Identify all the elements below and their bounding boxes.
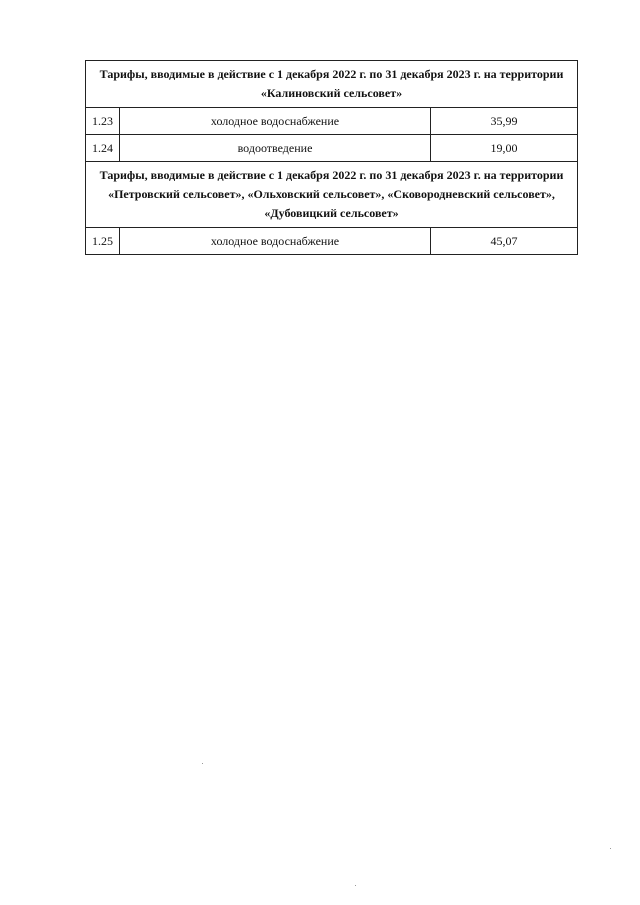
table-row — [86, 135, 578, 162]
service-name: холодное водоснабжение — [120, 228, 431, 255]
tariff-value: 19,00 — [431, 135, 578, 162]
row-number: 1.23 — [86, 108, 120, 135]
row-number: 1.25 — [86, 228, 120, 255]
row-number: 1.24 — [86, 135, 120, 162]
tariff-value: 35,99 — [431, 108, 578, 135]
section-header: Тарифы, вводимые в действие с 1 декабря 2022 г. по 31 декабря 2023 г. на территории «Петровский сельсовет», «Ольховский сельсовет», «Сковородневский сельсовет», «Дубовицкий сельсовет» — [86, 162, 578, 228]
service-name: водоотведение — [120, 135, 431, 162]
section-header-row — [86, 162, 578, 228]
service-name: холодное водоснабжение — [120, 108, 431, 135]
table-row — [86, 228, 578, 255]
section-header-row — [86, 61, 578, 108]
scan-speck — [202, 763, 203, 764]
tariff-value: 45,07 — [431, 228, 578, 255]
table-row — [86, 108, 578, 135]
scan-speck — [355, 885, 356, 886]
tariff-table — [85, 60, 578, 255]
scan-speck — [610, 848, 611, 849]
section-header: Тарифы, вводимые в действие с 1 декабря 2022 г. по 31 декабря 2023 г. на территории «Калиновский сельсовет» — [86, 61, 578, 108]
